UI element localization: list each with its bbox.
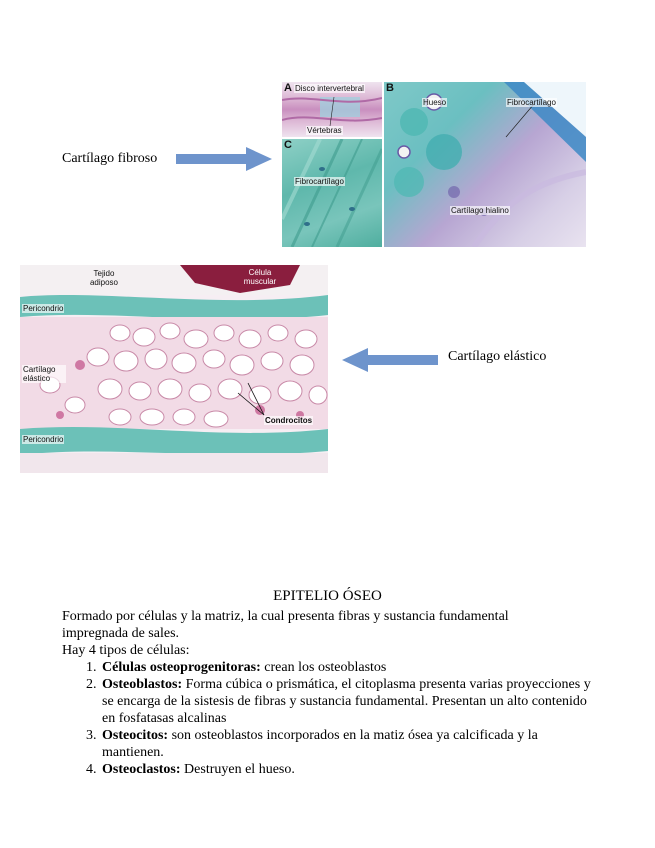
list-item-text: Forma cúbica o prismática, el citoplasma presenta varias proyecciones y se encarga de la sistesis de fibras y sustancia fundamental. Presentan un alto contenido en fosfatasas alcalinas — [102, 677, 591, 726]
list-item — [100, 659, 602, 676]
list-item-text: son osteoblastos incorporados en la matiz ósea ya calcificada y la mantienen. — [102, 728, 538, 760]
intro-line-1: Formado por células y la matriz, la cual presenta fibras y sustancia fundamental — [62, 609, 509, 624]
elastic-cartilage-image — [20, 265, 328, 473]
intervertebral-disc-label: Disco intervertebral — [295, 84, 364, 93]
panel-b-letter: B — [386, 82, 394, 94]
list-item — [100, 676, 602, 727]
fibrous-cartilage-figure — [282, 82, 586, 247]
figure-panel-b — [384, 82, 586, 247]
cell-types-list — [62, 659, 602, 778]
list-item-term: Osteocitos: — [102, 728, 169, 743]
pericondrio-bottom-label: Pericondrio — [23, 435, 64, 444]
list-item — [100, 727, 602, 761]
section-title: EPITELIO ÓSEO — [273, 588, 382, 604]
list-item-term: Células osteoprogenitoras: — [102, 660, 261, 675]
figure-panel-c — [282, 139, 382, 247]
elastic-cartilage-label: Cartílago elástico — [448, 349, 547, 364]
panel-a-letter: A — [284, 82, 292, 94]
muscle-cell-label: Célula muscular — [243, 268, 277, 286]
types-line: Hay 4 tipos de células: — [62, 643, 190, 658]
fibrocartilage-b-label: Fibrocartílago — [507, 98, 556, 107]
figure-panel-a — [282, 82, 382, 137]
list-item — [100, 761, 602, 778]
elastic-cartilage-figure — [20, 265, 328, 473]
list-item-text: crean los osteoblastos — [260, 660, 387, 675]
section-body — [62, 608, 602, 778]
fibrous-cartilage-label: Cartílago fibroso — [62, 151, 158, 166]
fibrocartilage-c-label: Fibrocartílago — [295, 177, 344, 186]
elastic-cartilage-inner-label: Cartílago elástico — [22, 365, 66, 383]
arrow-left-icon — [340, 347, 438, 373]
hyaline-cartilage-label: Cartílago hialino — [451, 206, 509, 215]
adipose-tissue-label: Tejido adiposo — [89, 269, 119, 287]
list-item-text: Destruyen el hueso. — [180, 762, 295, 777]
bone-label: Hueso — [423, 98, 447, 107]
panel-c-letter: C — [284, 139, 292, 151]
pericondrio-top-label: Pericondrio — [23, 304, 64, 313]
intro-line-2: impregnada de sales. — [62, 626, 180, 641]
chondrocytes-label: Condrocitos — [265, 416, 313, 425]
list-item-term: Osteoblastos: — [102, 677, 183, 692]
arrow-right-icon — [176, 146, 274, 172]
list-item-term: Osteoclastos: — [102, 762, 181, 777]
vertebrae-label: Vértebras — [307, 126, 342, 135]
